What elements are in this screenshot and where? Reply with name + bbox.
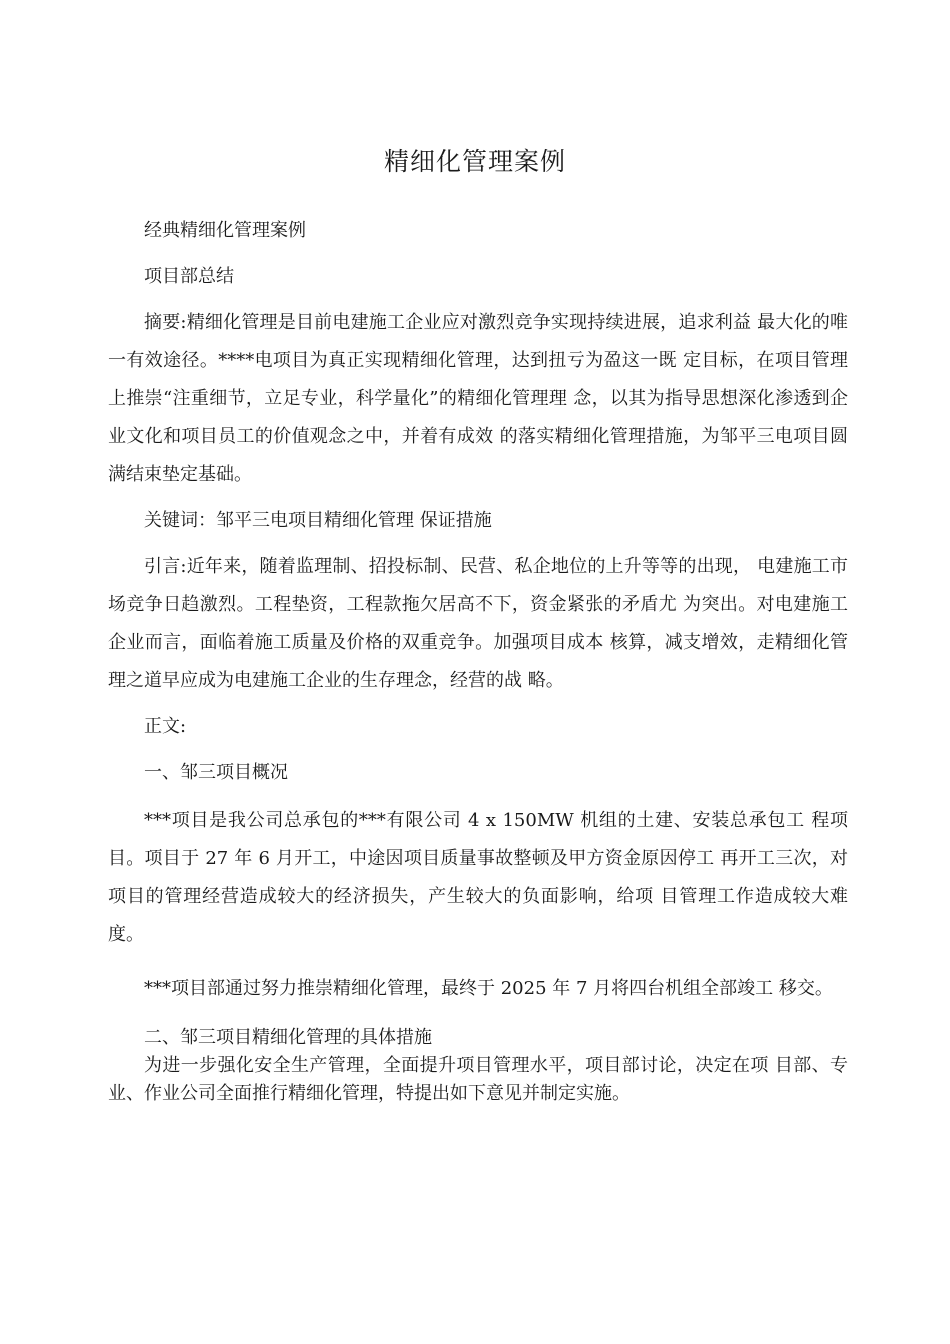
document-title: 精细化管理案例 <box>383 147 566 176</box>
paragraph-introduction: 引言:近年来，随着监理制、招投标制、民营、私企地位的上升等等的出现， 电建施工市场竞争日趋激烈。工程垫资，工程款拖欠居高不下，资金紧张的矛盾尤 为突出。对电建施工企业而言，面临着施工质量及价格的双重竞争。加强项目成本 核算，减支增效，走精细化管理之道早应成为电建施工企业的生存理念，经营的战 略。 <box>108 556 848 691</box>
paragraph-main-text-label: 正文: <box>144 716 187 737</box>
heading-section-1: 一、邹三项目概况 <box>144 762 288 783</box>
paragraph-abstract: 摘要:精细化管理是目前电建施工企业应对激烈竞争实现持续进展，追求利益 最大化的唯一有效途径。****电项目为真正实现精细化管理，达到扭亏为盈这一既 定目标，在项目管理上推崇“注重细节，立足专业，科学量化”的精细化管理理 念，以其为指导思想深化渗透到企业文化和项目员工的价值观念之中，并着有成效 的落实精细化管理措施，为邹平三电项目圆满结束垫定基础。 <box>108 312 848 485</box>
paragraph-measures-intro: 为进一步强化安全生产管理，全面提升项目管理水平，项目部讨论，决定在项 目部、专业、作业公司全面推行精细化管理，特提出如下意见并制定实施。 <box>108 1055 848 1104</box>
paragraph-project-completion: ***项目部通过努力推崇精细化管理，最终于 2025 年 7 月将四台机组全部竣工 移交。 <box>144 978 833 999</box>
paragraph-project-overview: ***项目是我公司总承包的***有限公司 4 x 150MW 机组的土建、安装总承包工 程项目。项目于 27 年 6 月开工，中途因项目质量事故整顿及甲方资金原因停工 再开工三次，对项目的管理经营造成较大的经济损失，产生较大的负面影响，给项 目管理工作造成较大难度。 <box>108 810 848 945</box>
paragraph-section-label: 项目部总结 <box>144 266 234 287</box>
paragraph-keywords: 关键词：邹平三电项目精细化管理 保证措施 <box>144 510 492 531</box>
document-body <box>108 212 848 1108</box>
paragraph-subtitle: 经典精细化管理案例 <box>144 220 306 241</box>
heading-section-2: 二、邹三项目精细化管理的具体措施 <box>144 1027 432 1048</box>
